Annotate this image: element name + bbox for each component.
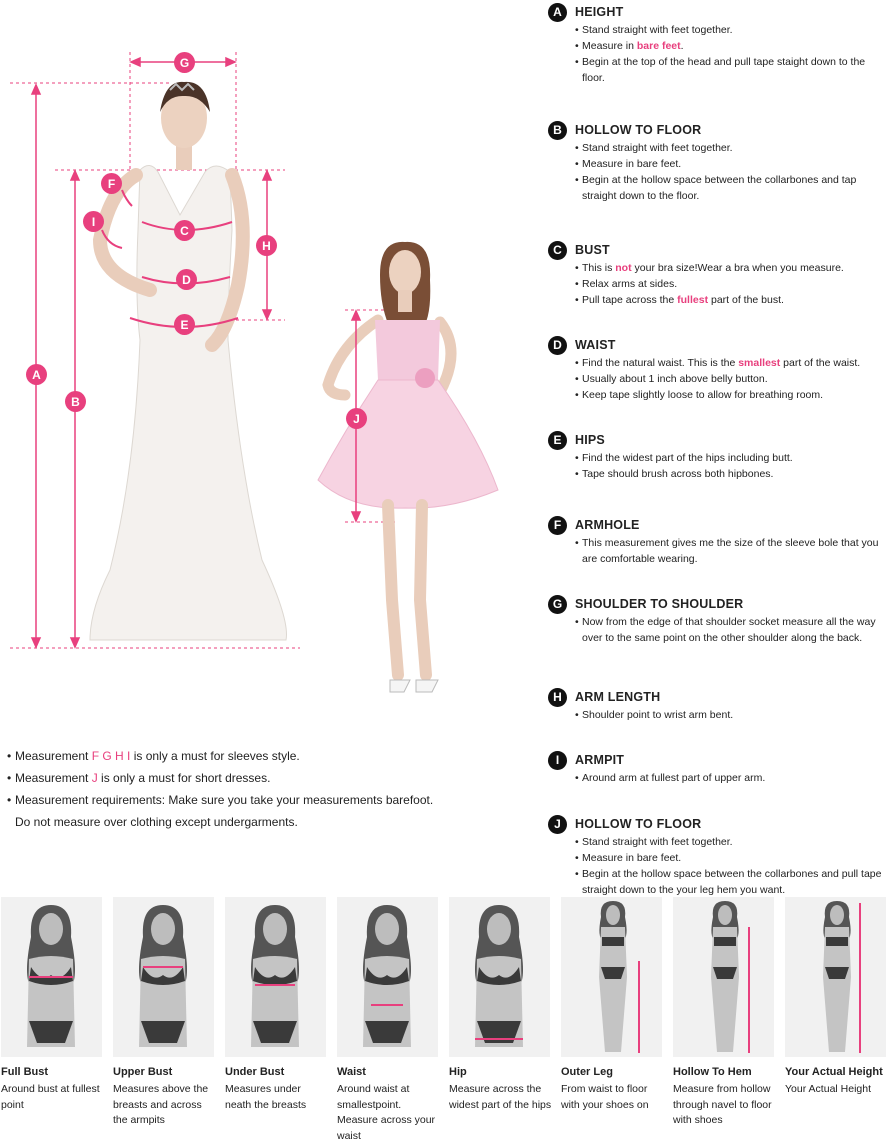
bullet-text: part of the waist. [780,357,861,369]
section-title: ARMPIT [575,753,625,767]
letter-badge: G [548,595,567,614]
body-figure-icon [113,897,214,1057]
section-title: SHOULDER TO SHOULDER [575,597,744,611]
bullet-item [548,450,884,466]
card-figure [1,897,102,1057]
body-figure-icon [337,897,438,1057]
bullet-text: Find the widest part of the hips including butt. [582,452,793,464]
notes [7,745,457,833]
bullet-text: Usually about 1 inch above belly button. [582,373,768,385]
bullet-text: Measure in bare feet. [582,852,682,864]
letter-badge: J [548,815,567,834]
bullet-text: Begin at the top of the head and pull tape staight down to the floor. [582,56,866,84]
card-figure [337,897,438,1057]
bullet-text: Measure in bare feet. [582,158,682,170]
pin-h: H [256,235,277,256]
note-short-dress: • Measurement J is only a must for short dresses. [7,767,457,789]
card-description: Your Actual Height [785,1083,872,1095]
bullet-text: your bra size!Wear a bra when you measure. [631,262,844,274]
section-title: ARMHOLE [575,518,640,532]
note-sleeves: • Measurement F G H I is only a must for sleeves style. [7,745,457,767]
letter-badge: I [548,751,567,770]
bullet-text: This is [582,262,616,274]
bullet-item [548,866,884,898]
pin-c: C [174,220,195,241]
letter-badge: D [548,336,567,355]
bullet-text: . [680,40,684,52]
bullet-text: Measure in [582,40,637,52]
card-figure [561,897,662,1057]
bullet-text: Pull tape across the [582,294,678,306]
card-description: From waist to floor with your shoes on [561,1083,649,1111]
bullet-text: Around arm at fullest part of upper arm. [582,772,766,784]
bullet-text: Begin at the hollow space between the collarbones and tap straight down to the floor. [582,174,857,202]
section-header [548,750,884,770]
card-title: Your Actual Height [785,1066,883,1078]
letter-badge: E [548,431,567,450]
bullet-item [548,38,884,54]
section-title: WAIST [575,338,616,352]
card-description: Around bust at fullest point [1,1083,100,1111]
section-d [548,335,884,403]
card-title: Hip [449,1066,467,1078]
card-title: Upper Bust [113,1066,173,1078]
highlight-text: smallest [738,357,781,369]
bullet-text: Keep tape slightly loose to allow for breathing room. [582,389,824,401]
section-header [548,120,884,140]
section-header [548,687,884,707]
bullet-text: Find the natural waist. This is the [582,357,739,369]
pin-a: A [26,364,47,385]
section-header [548,2,884,22]
bullet-item [548,371,884,387]
section-title: HEIGHT [575,5,624,19]
section-g [548,594,884,646]
letter-badge: A [548,3,567,22]
bullet-text: Relax arms at sides. [582,278,678,290]
pin-i: I [83,211,104,232]
section-h [548,687,884,723]
section-bullets [548,535,884,567]
bullet-text: This measurement gives me the size of the sleeve bole that you are comfortable wearing. [582,537,879,565]
card-title: Under Bust [225,1066,285,1078]
bullet-item [548,292,884,308]
card-description: Measures under neath the breasts [225,1083,307,1111]
section-title: HOLLOW TO FLOOR [575,123,702,137]
card-figure [225,897,326,1057]
section-title: HOLLOW TO FLOOR [575,817,702,831]
letter-badge: F [548,516,567,535]
bullet-item [548,850,884,866]
letter-badge: H [548,688,567,707]
bullet-text: Stand straight with feet together. [582,836,733,848]
section-header [548,335,884,355]
bullet-text: Stand straight with feet together. [582,24,733,36]
section-b [548,120,884,204]
bullet-item [548,614,884,646]
letter-badge: B [548,121,567,140]
bullet-text: part of the bust. [708,294,784,306]
section-bullets [548,834,884,898]
body-figure-icon [561,897,662,1057]
body-figure-icon [1,897,102,1057]
bullet-text: Tape should brush across both hipbones. [582,468,774,480]
section-header [548,814,884,834]
bullet-text: Stand straight with feet together. [582,142,733,154]
card-figure [449,897,550,1057]
note-requirements: • Measurement requirements: Make sure you take your measurements barefoot. [7,789,457,811]
highlight-text: not [615,262,632,274]
section-c [548,240,884,308]
card-figure [785,897,886,1057]
short-dress-figure [300,230,510,700]
pin-g: G [174,52,195,73]
section-title: HIPS [575,433,605,447]
body-figure-icon [225,897,326,1057]
pin-b: B [65,391,86,412]
section-header [548,515,884,535]
section-f [548,515,884,567]
section-header [548,430,884,450]
body-figure-icon [449,897,550,1057]
card-description: Measure from hollow through navel to floor with shoes [673,1083,772,1126]
card-figure [673,897,774,1057]
bullet-item [548,834,884,850]
section-bullets [548,140,884,204]
section-i [548,750,884,786]
bullet-item [548,387,884,403]
section-header [548,594,884,614]
section-e [548,430,884,482]
bullet-item [548,260,884,276]
letter-badge: C [548,241,567,260]
bullet-item [548,466,884,482]
section-j [548,814,884,898]
bullet-item [548,156,884,172]
highlight-text: bare feet [636,40,681,52]
pin-e: E [174,314,195,335]
bullet-item [548,54,884,86]
section-bullets [548,450,884,482]
bullet-text: Now from the edge of that shoulder socket measure all the way over to the same point on the other shoulder along the back. [582,616,876,644]
measurement-diagram [0,40,300,660]
card-title: Outer Leg [561,1066,613,1078]
bullet-item [548,22,884,38]
card-figure [113,897,214,1057]
card-title: Full Bust [1,1066,49,1078]
bullet-item [548,355,884,371]
bullet-item [548,172,884,204]
section-bullets [548,260,884,308]
bullet-text: Shoulder point to wrist arm bent. [582,709,734,721]
section-title: BUST [575,243,610,257]
section-bullets [548,770,884,786]
section-bullets [548,707,884,723]
bullet-item [548,770,884,786]
section-title: ARM LENGTH [575,690,661,704]
bullet-item [548,140,884,156]
card-title: Hollow To Hem [673,1066,752,1078]
body-figure-icon [673,897,774,1057]
section-bullets [548,355,884,403]
bullet-item [548,276,884,292]
section-bullets [548,614,884,646]
pin-f: F [101,173,122,194]
note-requirements-cont: Do not measure over clothing except undergarments. [15,815,298,829]
pin-j: J [346,408,367,429]
card-title: Waist [337,1066,366,1078]
bullet-item [548,707,884,723]
bullet-text: Begin at the hollow space between the collarbones and pull tape straight down to the your leg hem you want. [582,868,882,896]
highlight-text: fullest [677,294,709,306]
section-a [548,2,884,86]
card-description: Measures above the breasts and across the armpits [113,1083,209,1126]
card-description: Measure across the widest part of the hips [449,1083,552,1111]
card-description: Around waist at smallestpoint. Measure across your waist [337,1083,436,1142]
body-figure-icon [785,897,886,1057]
section-bullets [548,22,884,86]
pin-d: D [176,269,197,290]
section-header [548,240,884,260]
bullet-item [548,535,884,567]
